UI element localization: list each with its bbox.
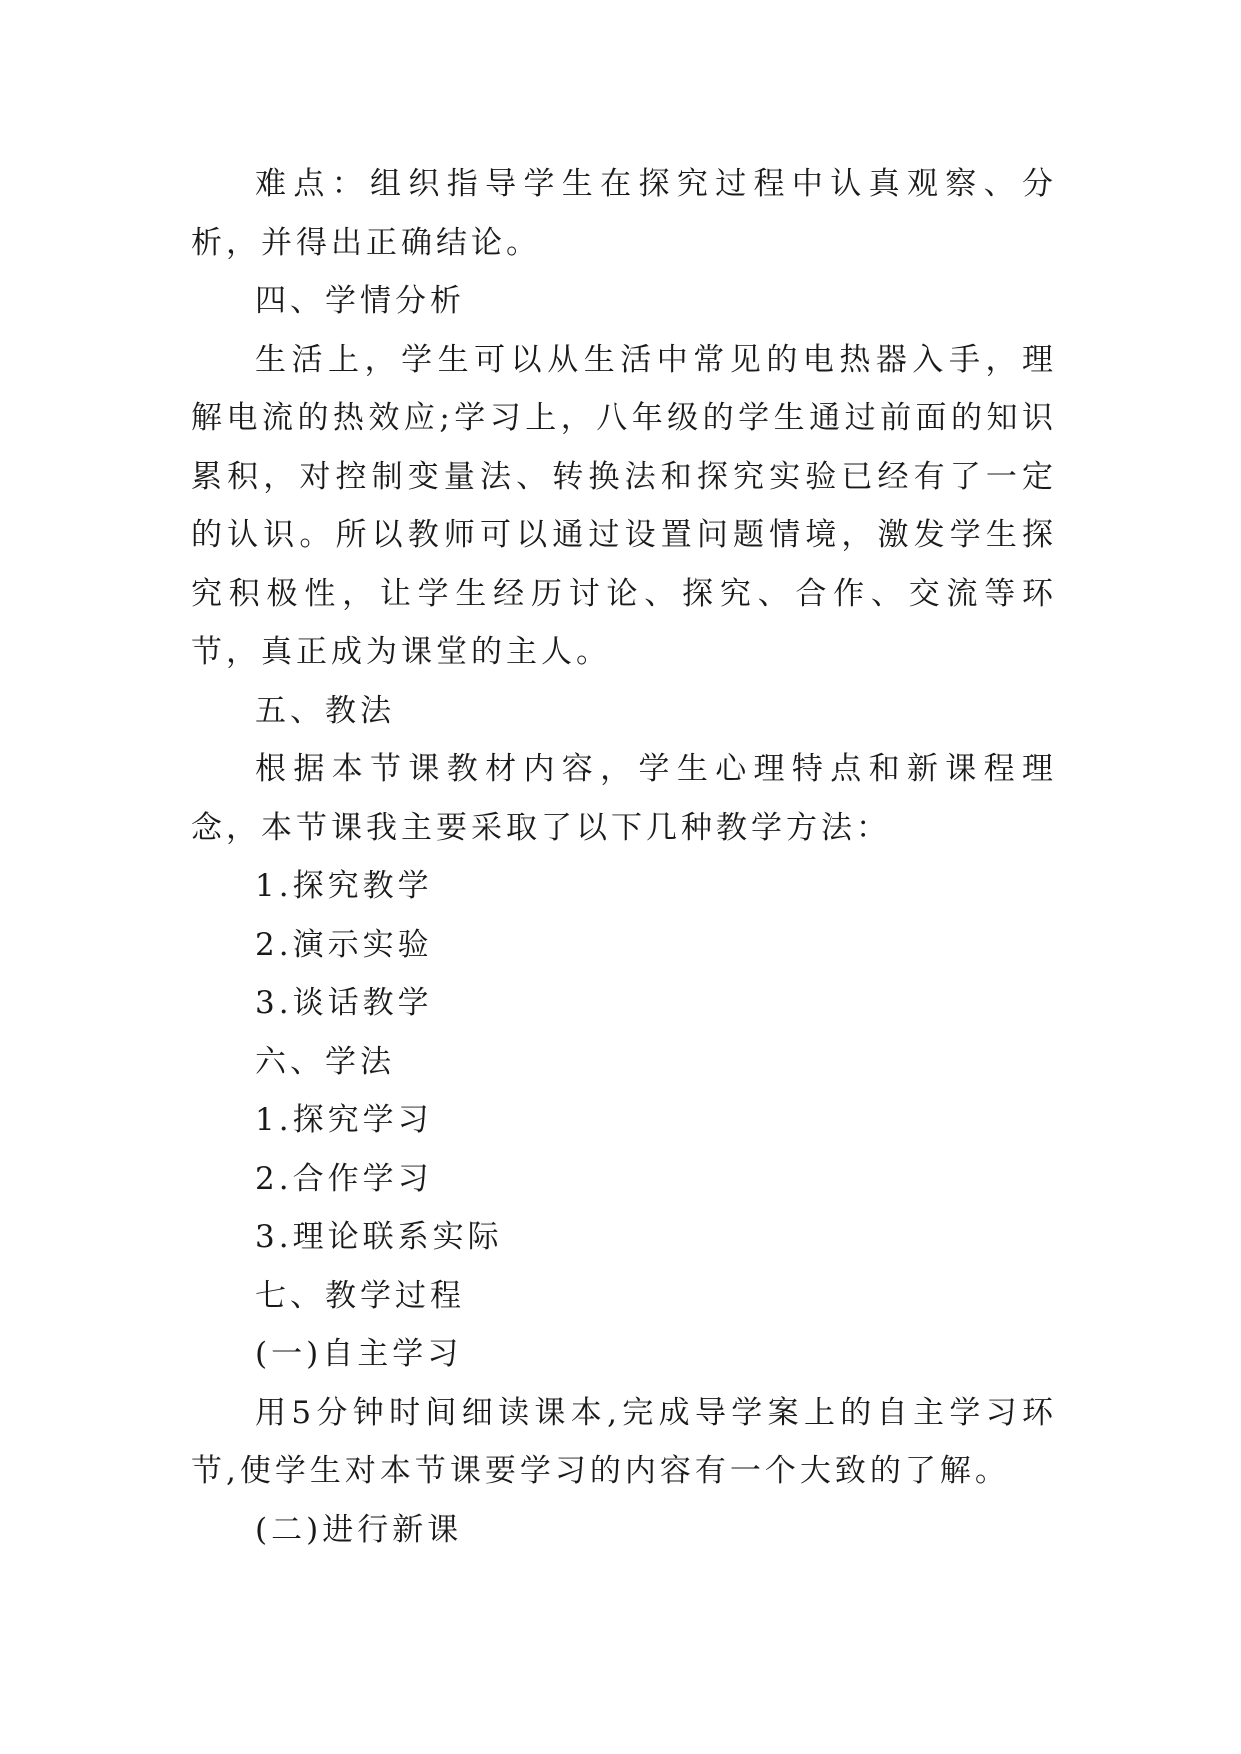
list-item-teaching-1: 1.探究教学: [255, 868, 433, 904]
paragraph-self-study: 用5分钟时间细读课本,完成导学案上的自主学习环节,使学生对本节课要学习的内容有一个大致的了解。: [191, 1394, 1057, 1489]
subheading-new-lesson: (二)进行新课: [255, 1511, 463, 1548]
paragraph-teaching-method: 根据本节课教材内容，学生心理特点和新课程理念，本节课我主要采取了以下几种教学方法：: [191, 751, 1057, 846]
heading-teaching-process: 七、教学过程: [255, 1277, 465, 1314]
list-item-learning-3: 3.理论联系实际: [255, 1219, 503, 1255]
list-item-learning-2: 2.合作学习: [255, 1160, 433, 1197]
list-item-teaching-3: 3.谈话教学: [255, 985, 433, 1021]
heading-teaching-method: 五、教法: [255, 692, 395, 729]
document-body: [191, 155, 1057, 1559]
heading-learning-method: 六、学法: [255, 1043, 395, 1080]
subheading-self-study: (一)自主学习: [255, 1336, 463, 1372]
heading-student-analysis: 四、学情分析: [255, 283, 465, 319]
paragraph-difficulty: 难点：组织指导学生在探究过程中认真观察、分析，并得出正确结论。: [191, 166, 1057, 261]
list-item-teaching-2: 2.演示实验: [255, 926, 433, 963]
list-item-learning-1: 1.探究学习: [255, 1102, 433, 1138]
paragraph-student-analysis: 生活上，学生可以从生活中常见的电热器入手，理解电流的热效应;学习上，八年级的学生通过前面的知识累积，对控制变量法、转换法和探究实验已经有了一定的认识。所以教师可以通过设置问题情境，激发学生探究积极性，让学生经历讨论、探究、合作、交流等环节，真正成为课堂的主人。: [191, 341, 1057, 670]
